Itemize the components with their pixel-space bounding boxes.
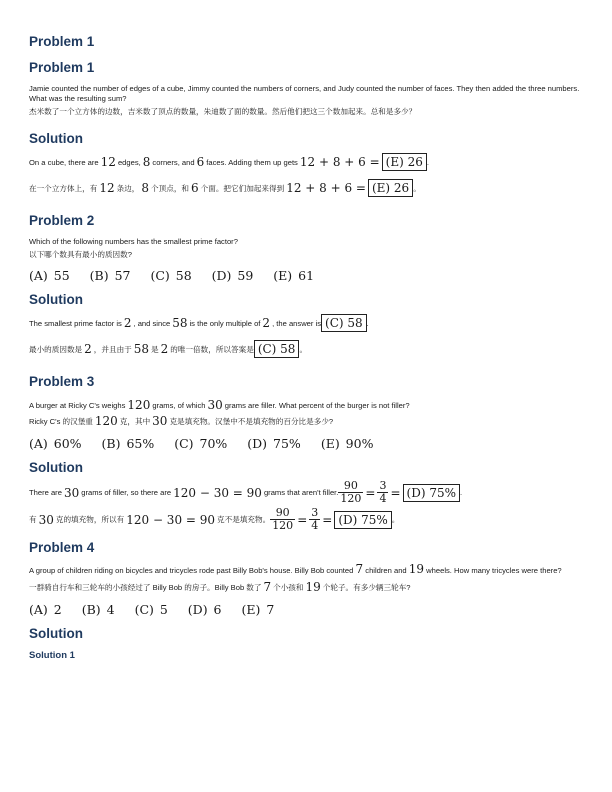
problem-1-solution-zh: 在一个立方体上，有 12 条边， 8 个顶点，和 6 个面。把它们加起来得到 12 + 8 + 6 = (E) 26 。 <box>29 181 421 195</box>
choice-a: (A) 2 <box>29 602 62 617</box>
fraction-90-120: $\frac{90}{120}$ <box>340 479 362 505</box>
problem-2-text-en: Which of the following numbers has the smallest prime factor? <box>29 237 238 246</box>
problem-1-solution-en: On a cube, there are 12 edges, 8 corners, and 6 faces. Adding them up gets 12 + 8 + 6 = (E) 26 . <box>29 155 429 169</box>
problem-3-title: Problem 3 <box>29 374 95 389</box>
fraction-3-4: $\frac{3}{4}$ <box>311 506 319 532</box>
problem-2-solution-zh: 最小的质因数是 2 ，并且由于 58 是 2 的唯一倍数，所以答案是 (C) 58 。 <box>29 342 308 356</box>
answer-box: (C) 58 <box>321 314 367 332</box>
problem-2-text-zh: 以下哪个数具有最小的质因数? <box>29 250 132 259</box>
choice-b: (B) 4 <box>81 602 115 617</box>
problem-3-text-zh: Ricky C's 的汉堡重 120 克，其中 30 克是填充物。汉堡中不是填充物的百分比是多少? <box>29 414 334 428</box>
problem-4-text-zh: 一群骑自行车和三轮车的小孩经过了 Billy Bob 的房子。Billy Bob 数了 7 个小孩和 19 个轮子。有多少辆三轮车? <box>29 580 411 594</box>
answer-box: (E) 26 <box>368 179 413 197</box>
answer-box: (D) 75% <box>403 484 460 502</box>
fraction-90-120: $\frac{90}{120}$ <box>272 506 294 532</box>
problem-2-title: Problem 2 <box>29 213 95 228</box>
problem-4-title: Problem 4 <box>29 540 95 555</box>
problem-3-choices <box>29 436 584 452</box>
problem-3-solution-en: There are 30 grams of filler, so there are 120 − 30 = 90 grams that aren't filler. $\frac{90}{120}$ = $\frac{3}{4}$ = (D) 75% . <box>29 479 463 505</box>
choice-e: (E) 90% <box>320 436 374 451</box>
problem-4-solution-1-title: Solution 1 <box>29 650 75 661</box>
choice-a: (A) 55 <box>29 268 70 283</box>
fraction-3-4: $\frac{3}{4}$ <box>379 479 387 505</box>
choice-d: (D) 75% <box>247 436 301 451</box>
choice-e: (E) 61 <box>273 268 315 283</box>
answer-box: (C) 58 <box>254 340 300 358</box>
problem-4-solution-title: Solution <box>29 626 83 641</box>
problem-1-title: Problem 1 <box>29 60 95 75</box>
answer-box: (E) 26 <box>382 153 427 171</box>
choice-c: (C) 58 <box>150 268 192 283</box>
problem-4-text-en: A group of children riding on bicycles and tricycles rode past Billy Bob's house. Billy Bob counted 7 children and 19 wheels. How many tricycles were there? <box>29 562 562 576</box>
answer-box: (D) 75% <box>334 511 391 529</box>
problem-3-solution-zh: 有 30 克的填充物，所以有 120 − 30 = 90 克不是填充物。 $\frac{90}{120}$ = $\frac{3}{4}$ = (D) 75% 。 <box>29 506 400 532</box>
problem-4-choices <box>29 602 584 618</box>
problem-1-text-zh: 杰米数了一个立方体的边数，吉米数了顶点的数量，朱迪数了面的数量。然后他们把这三个数加起来。总和是多少？ <box>29 107 417 116</box>
choice-c: (C) 5 <box>134 602 168 617</box>
problem-3-solution-title: Solution <box>29 460 83 475</box>
document-title: Problem 1 <box>29 34 95 49</box>
choice-c: (C) 70% <box>174 436 228 451</box>
problem-3-text-en: A burger at Ricky C's weighs 120 grams, of which 30 grams are filler. What percent of the burger is not filler? <box>29 398 410 412</box>
choice-d: (D) 6 <box>187 602 222 617</box>
choice-d: (D) 59 <box>211 268 254 283</box>
problem-2-choices <box>29 268 584 284</box>
problem-1-text-en: Jamie counted the number of edges of a cube, Jimmy counted the numbers of corners, and Judy counted the number of faces. They then added the three numbers. What was the resulting sum? <box>29 84 580 103</box>
problem-2-solution-title: Solution <box>29 292 83 307</box>
choice-b: (B) 65% <box>101 436 155 451</box>
problem-2-solution-en: The smallest prime factor is 2 , and since 58 is the only multiple of 2 , the answer is (C) 58 . <box>29 316 369 330</box>
choice-e: (E) 7 <box>241 602 275 617</box>
choice-b: (B) 57 <box>89 268 131 283</box>
choice-a: (A) 60% <box>29 436 82 451</box>
problem-1-solution-title: Solution <box>29 131 83 146</box>
